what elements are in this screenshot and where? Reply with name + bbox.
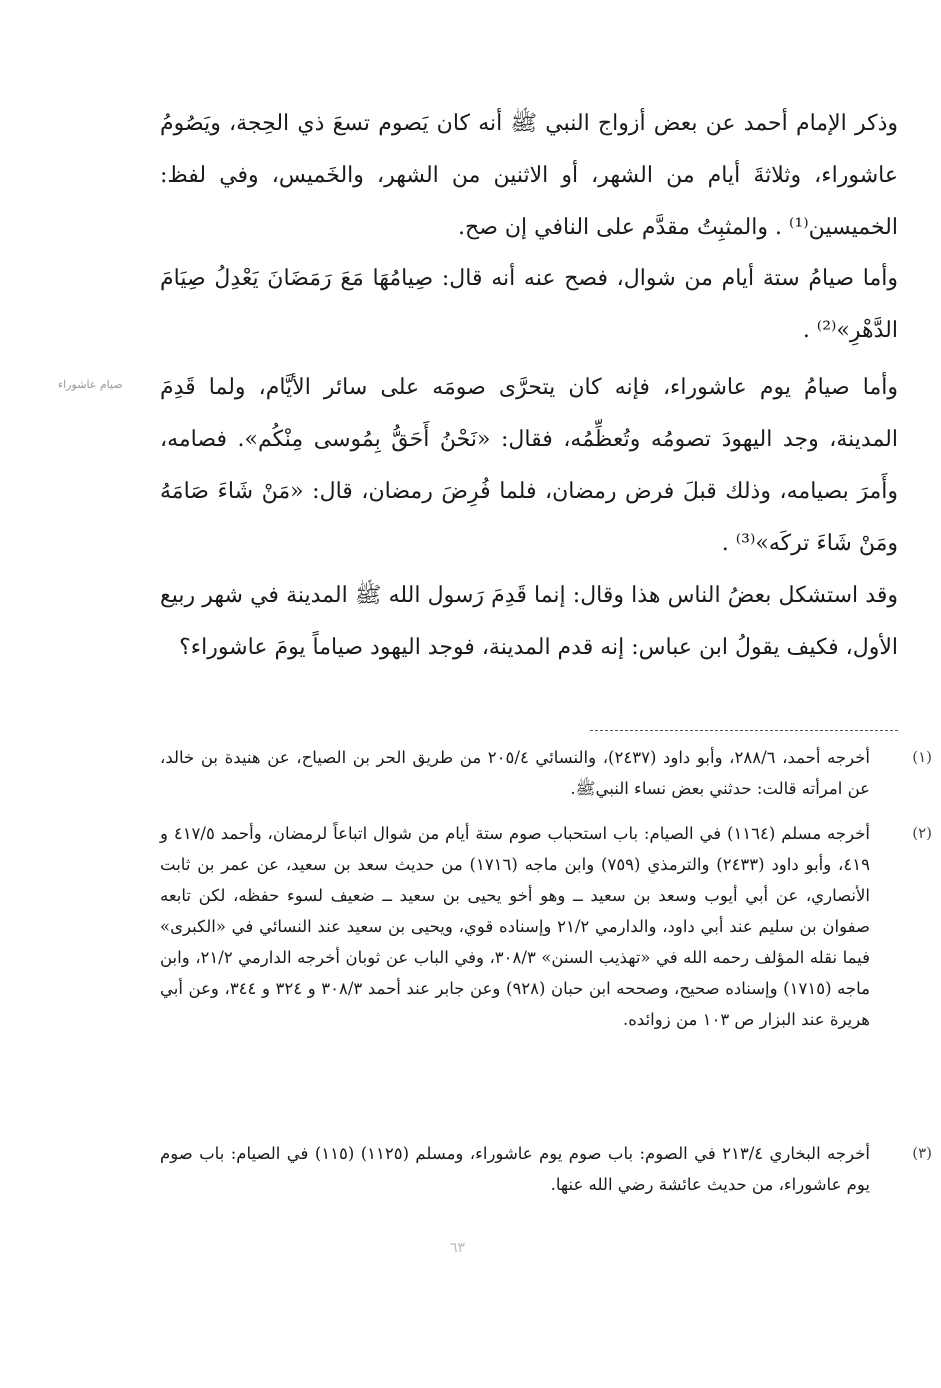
footnote-separator [590,730,898,731]
paragraph-2 [160,253,898,357]
footnote-text: أخرجه مسلم (١١٦٤) في الصيام: باب استحباب صوم ستة أيام من شوال اتباعاً لرمضان، وأحمد ٤١٧/٥ و ٤١٩، وأبو داود (٢٤٣٣) والترمذي (٧٥٩) وابن ماجه (١٧١٦) من حديث سعد بن سعيد، عن عمر بن ثابت الأنصاري، عن أبي أيوب وسعد بن سعيد ــ وهو أخو يحيى بن سعيد ــ ضعيف لسوء حفظه، لكن تابعه صفوان بن سليم عند أبي داود، والدارمي ٢١/٢ وإسناده قوي، ويحيى بن سعيد عند النسائي في «الكبرى» فيما نقله المؤلف رحمه الله في «تهذيب السنن» ٣٠٨/٣، وفي الباب عن ثوبان أخرجه الدارمي ٢١/٢، وابن ماجه (١٧١٥) وإسناده صحيح، وصححه ابن حبان (٩٢٨) وعن جابر عند أحمد ٣٠٨/٣ و ٣٢٤ و ٣٤٤، وعن أبي هريرة عند البزار ص ١٠٣ من زوائده. [160,824,870,1029]
footnote-1 [160,742,932,804]
footnote-number: (٢) [912,824,932,842]
paragraph-text: وقد استشكل بعضُ الناس هذا وقال: إنما قَدِمَ رَسول الله ﷺ المدينة في شهر ربيع الأول، فكيف يقولُ ابن عباس: إنه قدم المدينة، فوجد اليهود صياماً يومَ عاشوراء؟ [160,583,898,660]
footnote-number: (١) [912,748,932,766]
paragraph-4 [160,570,898,674]
paragraph-text: وأما صيامُ ستة أيام من شوال، فصح عنه أنه قال: صِيامُهَا مَعَ رَمَضَانَ يَعْدِلُ صِيَامَ الدَّهْرِ»⁽²⁾ . [160,266,898,343]
footnote-number: (٣) [912,1144,932,1162]
paragraph-1 [160,98,898,254]
margin-note: صيام عاشوراء [58,378,123,391]
page-number: ٦٣ [450,1240,466,1256]
paragraph-text: وذكر الإمام أحمد عن بعض أزواج النبي ﷺ أنه كان يَصوم تسعَ ذي الحِجة، ويَصُومُ عاشوراء، وثلاثةَ أيام من الشهر، أو الاثنين من الشهر، والخَميس، وفي لفظ: الخميسين⁽¹⁾ . والمثبِتُ مقدَّم على النافي إن صح. [160,111,898,240]
footnote-2 [160,818,932,1035]
footnote-text: أخرجه أحمد، ٢٨٨/٦، وأبو داود (٢٤٣٧)، والنسائي ٢٠٥/٤ من طريق الحر بن الصياح، عن هنيدة بن خالد، عن امرأته قالت: حدثني بعض نساء النبيﷺ. [160,748,871,798]
paragraph-text: وأما صيامُ يوم عاشوراء، فإنه كان يتحرَّى صومَه على سائر الأيَّام، ولما قَدِمَ المدينة، وجد اليهودَ تصومُه وتُعظِّمُه، فقال: «نَحْنُ أَحَقُّ بِمُوسى مِنْكُم». فصامه، وأَمرَ بصيامه، وذلك قبلَ فرض رمضان، فلما فُرِضَ رمضان، قال: «مَنْ شَاءَ صَامَهُ ومَنْ شَاءَ تركَه»⁽³⁾ . [160,375,898,556]
paragraph-3 [160,362,898,570]
footnote-text: أخرجه البخاري ٢١٣/٤ في الصوم: باب صوم يوم عاشوراء، ومسلم (١١٢٥) (١١٥) في الصيام: باب صوم يوم عاشوراء، من حديث عائشة رضي الله عنها. [160,1144,870,1194]
footnote-3 [160,1138,932,1200]
